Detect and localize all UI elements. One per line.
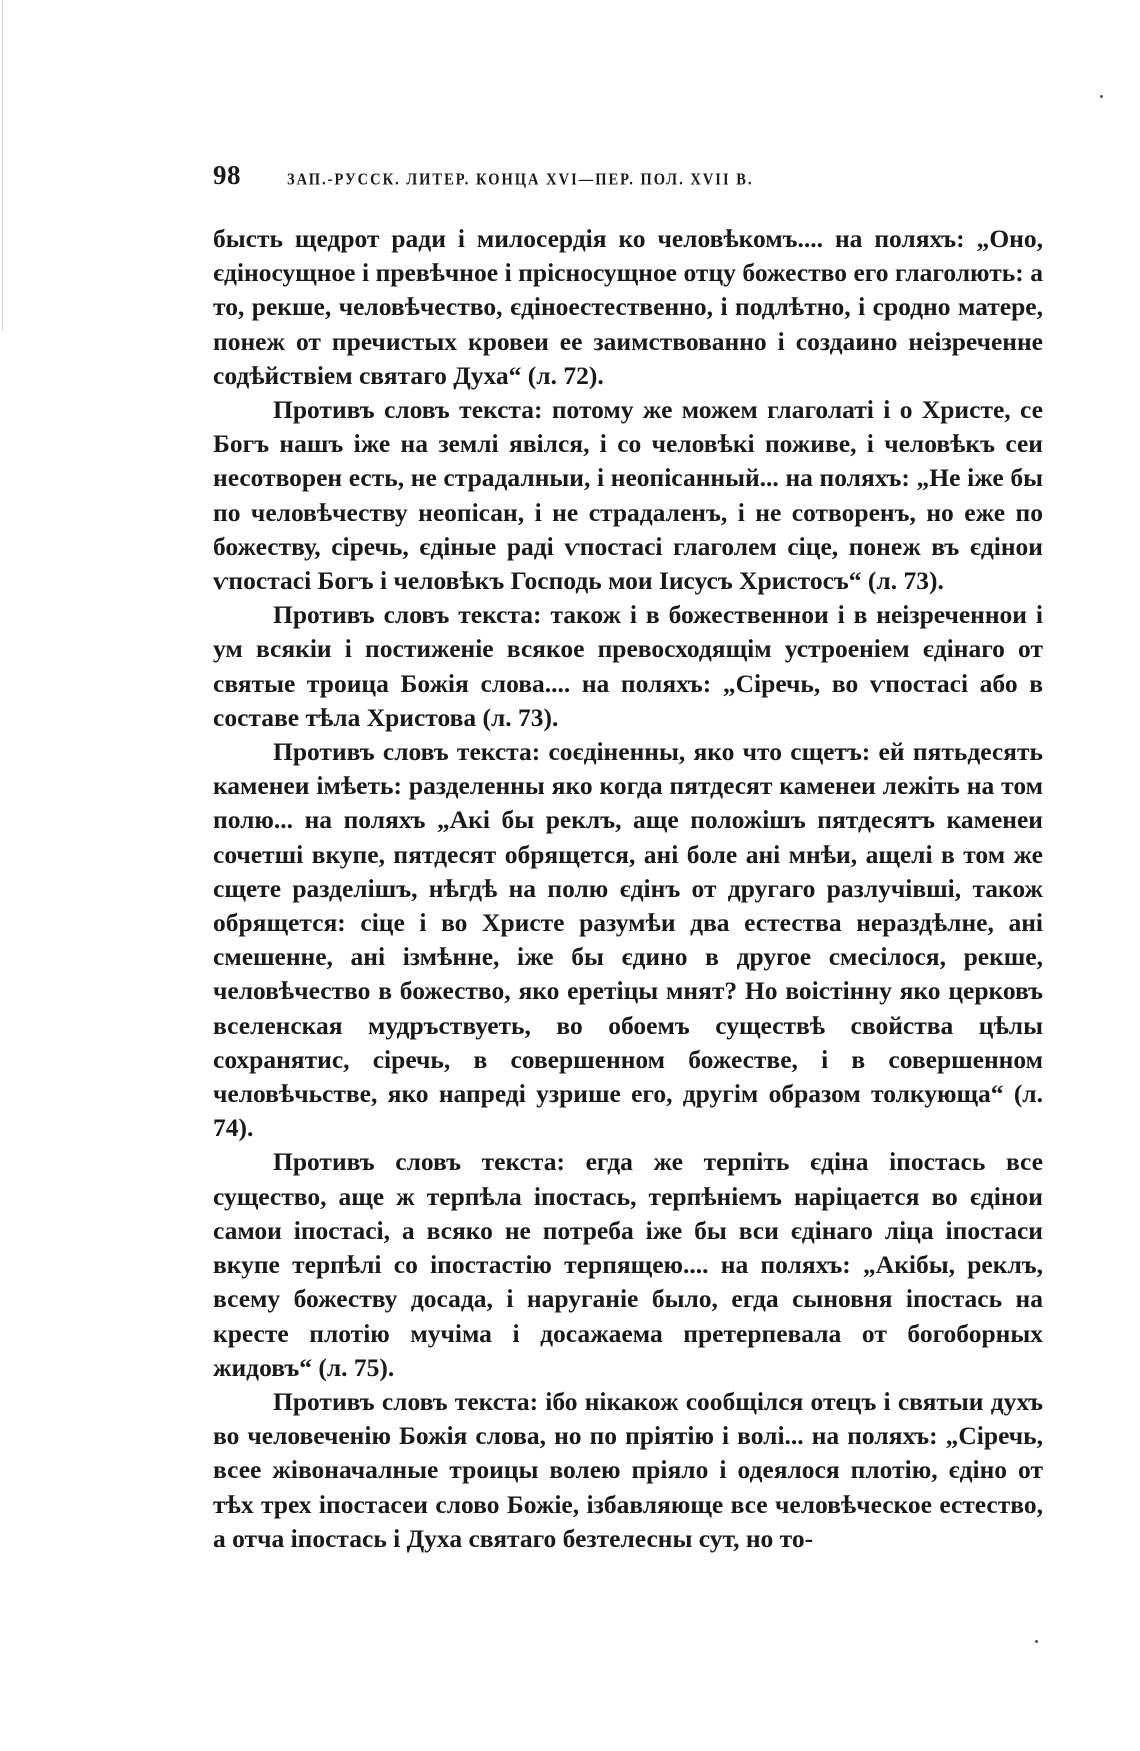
paragraph-5: Противъ словъ текста: егда же терпіть єдіна іпостась все существо, аще ж терпѣла іпостась, терпѣніемъ наріцается во єдінои самои іпостасі, а всяко не потреба іже бы вси єдінаго ліца іпостаси вкупе терпѣлі со іпостастію терпящею.... на поляхъ: „Акібы, реклъ, всему божеству досада, і наруганіе было, егда сыновня іпостась на кресте плотію мучіма і досажаема претерпевала от богоборных жидовъ“ (л. 75). bbox=[213, 1147, 1043, 1382]
paragraph-6: Противъ словъ текста: ібо нікакож сообщілся отецъ і святыи духъ во человеченію Божія слова, но по пріятію і волі... на поляхъ: „Сіречь, всее жівоначалные троицы волею пріяло і одеялося плотію, єдіно от тѣх трех іпостасеи слово Божіе, ізбавляюще все человѣческое естество, а отча іпостась і Духа святаго безтелесны сут, но то- bbox=[213, 1386, 1043, 1553]
body-text bbox=[213, 222, 1043, 1556]
paragraph-1: бысть щедрот ради і милосердія ко человѣкомъ.... на поляхъ: „Оно, єдіносущное і превѣчное і прісносущное отцу божество его глаголють: а то, рекше, человѣчество, єдіноестественно, і подлѣтно, і сродно матере, понеж от пречистых кровеи ее заимствованно і создаино неізреченне содѣйствіем святаго Духа“ (л. 72). bbox=[213, 224, 1043, 390]
print-speck bbox=[1035, 1640, 1038, 1643]
page-number: 98 bbox=[213, 160, 241, 190]
print-speck bbox=[1100, 95, 1103, 98]
paragraph-4: Противъ словъ текста: соєдіненны, яко что сщетъ: ей пятьдесять каменеи імѣеть: разделенны яко когда пятдесят каменеи лежіть на том полю... на поляхъ „Акі бы реклъ, аще положішъ пятдесятъ каменеи сочетші вкупе, пятдесят обрящется, ані боле ані мнѣи, ащелі в том же сщете разделішъ, нѣгдѣ на полю єдінъ от другаго разлучівші, також обрящется: сіце і во Христе разумѣи два естества нераздѣлне, ані смешенне, ані ізмѣнне, іже бы єдино в другое смесілося, рекше, человѣчество в божество, яко еретіцы мнят? Но воістінну яко церковъ вселенская мудръствуеть, во обоемъ существѣ свойства цѣлы сохранятис, сіречь, в совершенном божестве, і в совершенном человѣчьстве, яко напреді узрише его, другім образом толкующа“ (л. 74). bbox=[213, 737, 1043, 1143]
running-head: ЗАП.-РУССК. ЛИТЕР. КОНЦА XVI—ПЕР. ПОЛ. XVII В. bbox=[287, 170, 754, 190]
paragraph-3: Противъ словъ текста: також і в божественнои і в неізреченнои і ум всякіи і постиженіе всякое превосходящім устроеніем єдінаго от святые троица Божія слова.... на поляхъ: „Сіречь, во ѵпостасі або в составе тѣла Христова (л. 73). bbox=[213, 600, 1043, 732]
page-edge-line bbox=[2, 0, 3, 330]
paragraph-2: Противъ словъ текста: потому же можем глаголаті і о Христе, се Богъ нашъ іже на землі явілся, і со человѣкі поживе, і человѣкъ сеи несотворен есть, не страдалныи, і неопісанный... на поляхъ: „Не іже бы по человѣчеству неопісан, і не страдаленъ, і не сотворенъ, но еже по божеству, сіречь, єдіные раді ѵпостасі глаголем сіце, понеж въ єдінои ѵпостасі Богъ і человѣкъ Господь мои Іисусъ Христосъ“ (л. 73). bbox=[213, 395, 1043, 596]
page-header bbox=[213, 160, 1043, 191]
